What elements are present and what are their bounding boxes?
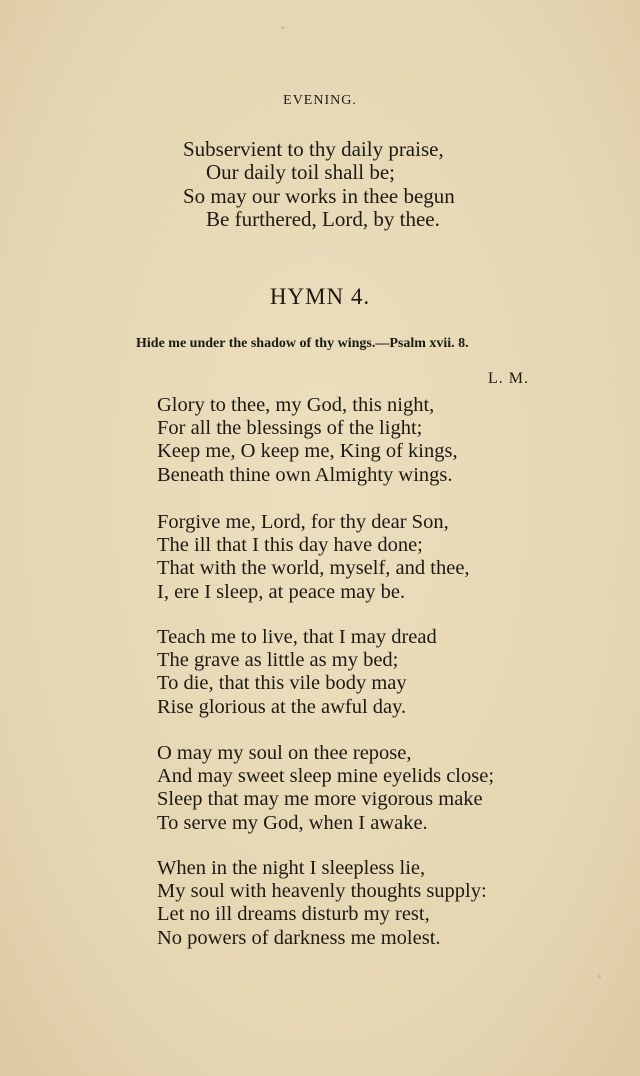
verse-line: Let no ill dreams disturb my rest, (157, 903, 430, 926)
paper-speck (281, 26, 284, 29)
verse-line: Forgive me, Lord, for thy dear Son, (157, 511, 449, 533)
verse-line: The ill that I this day have done; (157, 534, 423, 557)
verse-line: The grave as little as my bed; (157, 649, 399, 672)
verse-line: O may my soul on thee repose, (157, 742, 412, 764)
verse-line: Sleep that may me more vigorous make (157, 788, 483, 811)
hymn-meter: L. M. (488, 370, 529, 387)
verse-line: To die, that this vile body may (157, 672, 407, 695)
running-head: EVENING. (283, 93, 357, 108)
verse-line: Keep me, O keep me, King of kings, (157, 440, 458, 463)
verse-line: Our daily toil shall be; (206, 160, 395, 185)
verse-line: Be furthered, Lord, by thee. (206, 206, 440, 231)
hymn-stanza-5 (157, 857, 487, 950)
hymn-stanza-4 (157, 742, 494, 835)
verse-line: When in the night I sleepless lie, (157, 857, 426, 879)
verse-line: And may sweet sleep mine eyelids close; (157, 765, 495, 788)
continued-stanza (183, 138, 455, 231)
verse-line: Subservient to thy daily praise, (183, 137, 444, 161)
scripture-epigraph: Hide me under the shadow of thy wings.—Psalm xvii. 8. (136, 336, 469, 351)
verse-line: No powers of darkness me molest. (157, 926, 441, 949)
paper-speck (598, 975, 601, 978)
verse-line: Rise glorious at the awful day. (157, 695, 407, 718)
verse-line: Teach me to live, that I may dread (157, 626, 437, 648)
verse-line: That with the world, myself, and thee, (157, 557, 470, 580)
verse-line: Glory to thee, my God, this night, (157, 394, 435, 416)
hymn-stanza-2 (157, 511, 470, 604)
verse-line: I, ere I sleep, at peace may be. (157, 580, 406, 603)
verse-line: My soul with heavenly thoughts supply: (157, 880, 487, 903)
verse-line: For all the blessings of the light; (157, 417, 423, 440)
hymn-stanza-1 (157, 394, 458, 487)
verse-line: Beneath thine own Almighty wings. (157, 463, 453, 486)
hymn-title: HYMN 4. (269, 284, 371, 309)
hymn-stanza-3 (157, 626, 437, 719)
verse-line: So may our works in thee begun (183, 183, 455, 208)
verse-line: To serve my God, when I awake. (157, 811, 428, 834)
